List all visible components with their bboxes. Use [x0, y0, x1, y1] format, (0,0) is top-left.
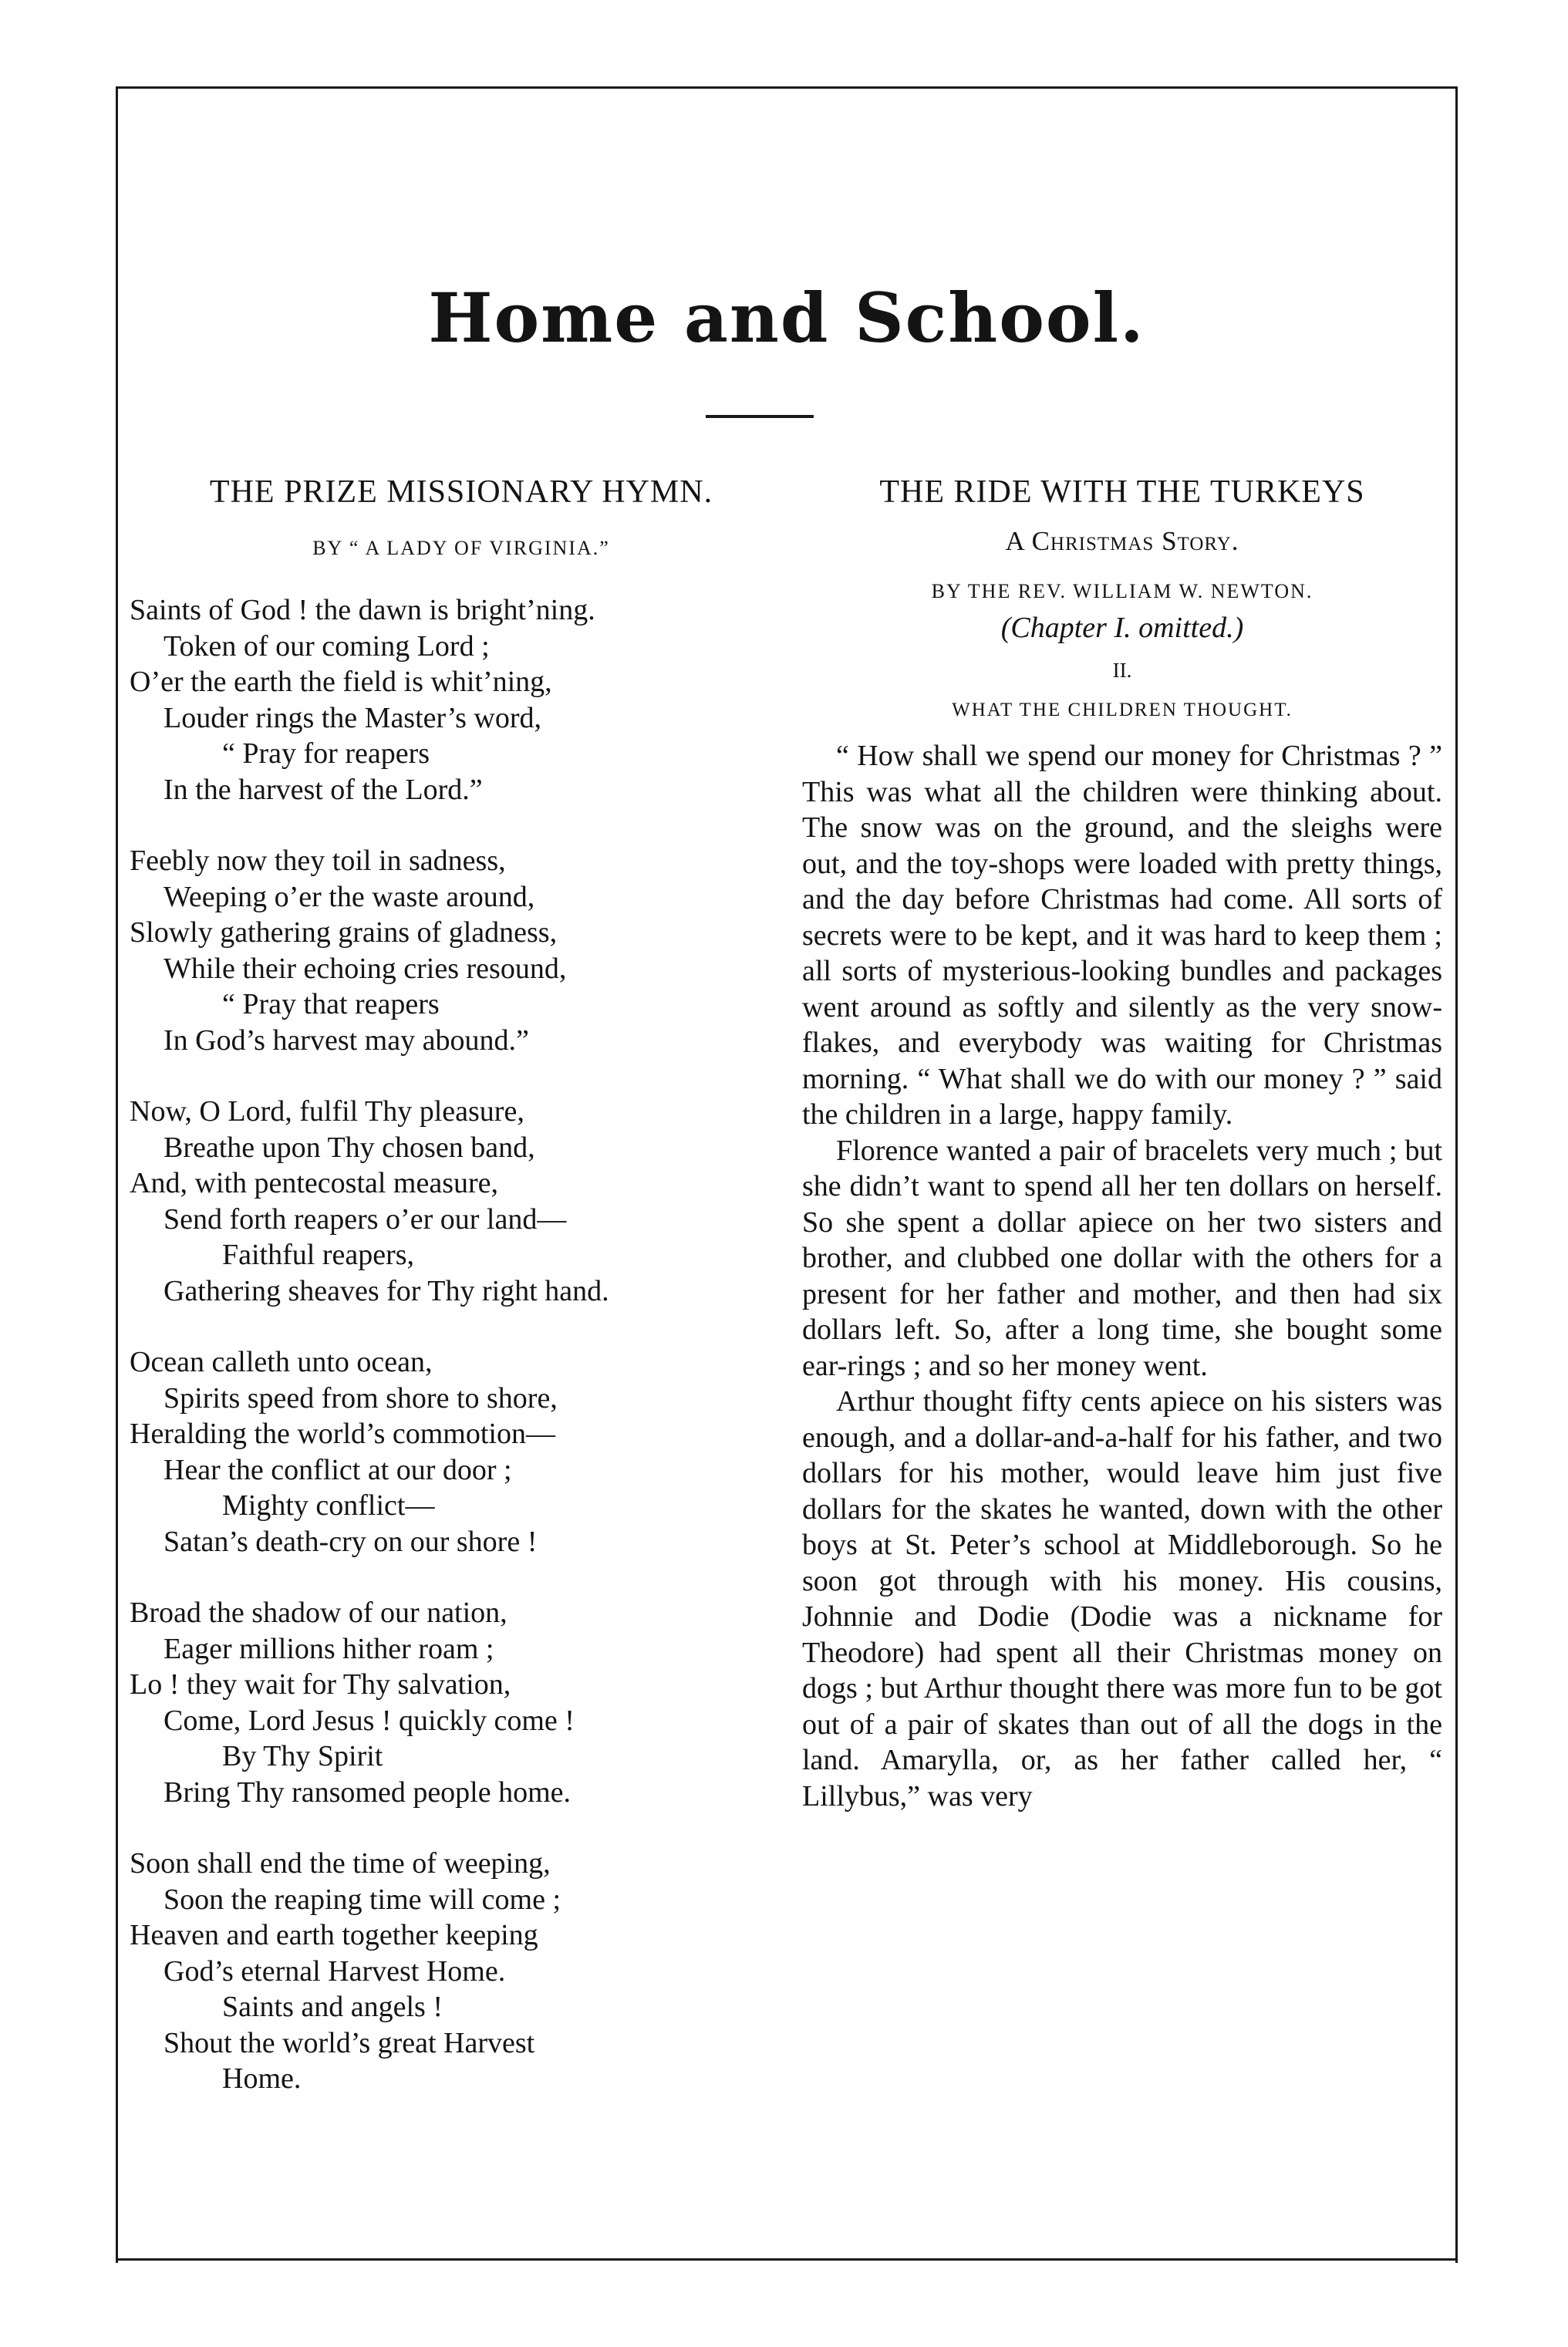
- story-subtitle: A Christmas Story.: [1005, 526, 1239, 556]
- hymn-line: Saints and angels !: [222, 1991, 443, 2023]
- hymn-line: Feebly now they toil in sadness,: [130, 845, 506, 877]
- hymn-line: In the harvest of the Lord.”: [164, 773, 483, 806]
- hymn-title: THE PRIZE MISSIONARY HYMN.: [209, 474, 713, 510]
- hymn-line: Come, Lord Jesus ! quickly come !: [164, 1704, 575, 1737]
- story-title: THE RIDE WITH THE TURKEYS: [879, 474, 1365, 510]
- hymn-line: Token of our coming Lord ;: [164, 629, 490, 663]
- masthead: Home and School.: [428, 278, 1145, 358]
- hymn-line: Hear the conflict at our door ;: [164, 1453, 512, 1486]
- hymn-line: Broad the shadow of our nation,: [130, 1597, 507, 1629]
- hymn-line: Lo ! they wait for Thy salvation,: [130, 1668, 511, 1701]
- left-column: [130, 470, 793, 2133]
- hymn-line: Soon the reaping time will come ;: [164, 1883, 561, 1916]
- hymn-line: Home.: [222, 2062, 302, 2095]
- hymn-line: By Thy Spirit: [222, 1740, 383, 1772]
- story-paragraph: “ How shall we spend our money for Christmas ? ” This was what all the children were thinking about. The snow was on the ground, and the sleighs were out, and the toy-shops were loaded with pretty things, and the day before Christmas had come. All sorts of secrets were to be kept, and it was hard to keep them ; all sorts of mysterious-looking bundles and packages went around as softly and silently as the very snow-flakes, and everybody was waiting for Christmas morning. “ What shall we do with our money ? ” said the children in a large, happy family.: [802, 740, 1442, 1131]
- hymn-line: In God’s harvest may abound.”: [164, 1023, 529, 1057]
- hymn-line: Louder rings the Master’s word,: [164, 701, 542, 734]
- hymn-line: Satan’s death-cry on our shore !: [164, 1525, 538, 1558]
- story-byline: BY THE REV. WILLIAM W. NEWTON.: [931, 580, 1313, 602]
- hymn-poem: [130, 592, 793, 2097]
- hymn-stanza: [130, 592, 793, 808]
- hymn-line: Saints of God ! the dawn is bright’ning.: [130, 594, 595, 626]
- hymn-byline: BY “ A LADY OF VIRGINIA.”: [312, 537, 610, 559]
- hymn-line: Now, O Lord, fulfil Thy pleasure,: [130, 1095, 524, 1128]
- hymn-line: Bring Thy ransomed people home.: [164, 1775, 572, 1809]
- hymn-line: Ocean calleth unto ocean,: [130, 1346, 433, 1378]
- story-paragraph: Florence wanted a pair of bracelets very much ; but she didn’t want to spend all her ten dollars on herself. So she spent a dollar apiece on her two sisters and brother, and clubbed one dollar with the others for a present for her father and mother, and then had six dollars left. So, after a long time, she bought some ear-rings ; and so her money went.: [802, 1134, 1442, 1382]
- hymn-line: And, with pentecostal measure,: [130, 1167, 499, 1199]
- chapter-number: II.: [1112, 659, 1132, 682]
- right-column: [802, 470, 1442, 1814]
- hymn-line: Soon shall end the time of weeping,: [130, 1847, 551, 1880]
- hymn-line: “ Pray that reapers: [222, 988, 440, 1020]
- masthead-rule: [706, 415, 814, 418]
- hymn-line: Breathe upon Thy chosen band,: [164, 1131, 535, 1164]
- hymn-stanza: [130, 1595, 793, 1810]
- hymn-line: God’s eternal Harvest Home.: [164, 1954, 506, 1988]
- story-paragraph: Arthur thought fifty cents apiece on his sisters was enough, and a dollar-and-a-half for his father, and two dollars for his mother, would leave him just five dollars for the skates he wanted, down with the other boys at St. Peter’s school at Middleborough. So he soon got through with his money. His cousins, Johnnie and Dodie (Dodie was a nickname for Theodore) had spent all their Christmas money on dogs ; but Arthur thought there was more fun to be got out of a pair of skates than out of all the dogs in the land. Amarylla, or, as her father called her, “ Lillybus,” was very: [802, 1385, 1442, 1813]
- hymn-stanza: [130, 843, 793, 1058]
- story-text: [802, 738, 1442, 1814]
- hymn-line: Slowly gathering grains of gladness,: [130, 916, 558, 949]
- hymn-line: O’er the earth the field is whit’ning,: [130, 666, 552, 698]
- hymn-line: Gathering sheaves for Thy right hand.: [164, 1274, 609, 1307]
- hymn-stanza: [130, 1094, 793, 1309]
- hymn-line: Weeping o’er the waste around,: [164, 880, 535, 913]
- page-border-bottom: [116, 2258, 1458, 2261]
- hymn-line: Heaven and earth together keeping: [130, 1919, 538, 1951]
- hymn-line: Eager millions hither roam ;: [164, 1632, 494, 1665]
- hymn-line: “ Pray for reapers: [222, 737, 430, 770]
- chapter-note: (Chapter I. omitted.): [1000, 612, 1244, 644]
- hymn-line: Heralding the world’s commotion—: [130, 1418, 555, 1450]
- chapter-heading: WHAT THE CHILDREN THOUGHT.: [952, 700, 1293, 720]
- hymn-line: While their echoing cries resound,: [164, 952, 567, 985]
- hymn-line: Spirits speed from shore to shore,: [164, 1381, 558, 1415]
- hymn-stanza: [130, 1846, 793, 2097]
- hymn-line: Send forth reapers o’er our land—: [164, 1202, 567, 1236]
- hymn-stanza: [130, 1344, 793, 1560]
- hymn-line: Faithful reapers,: [222, 1239, 415, 1271]
- hymn-line: Shout the world’s great Harvest: [164, 2026, 535, 2059]
- hymn-line: Mighty conflict—: [222, 1489, 435, 1522]
